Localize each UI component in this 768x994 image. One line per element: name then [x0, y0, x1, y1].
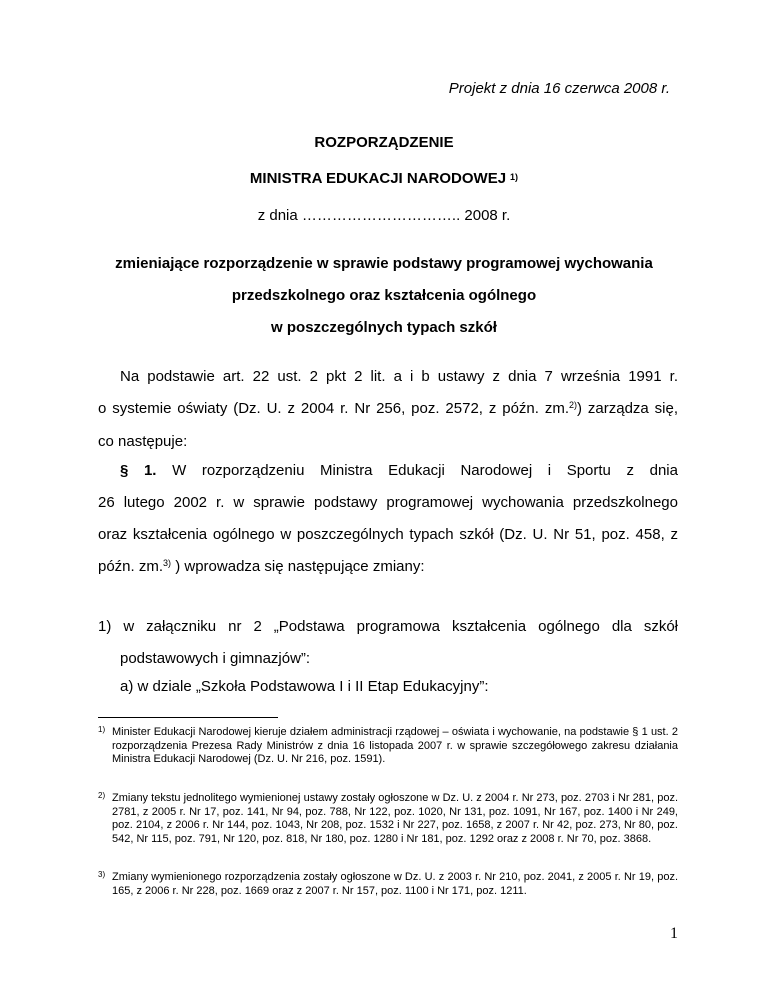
preamble-line-2-text: o systemie oświaty (Dz. U. z 2004 r. Nr 256, poz. 2572, z późn. zm.	[98, 400, 569, 417]
list-item-1-line-1: 1) w załączniku nr 2 „Podstawa programowa kształcenia ogólnego dla szkół	[98, 618, 678, 635]
issuing-authority-text: MINISTRA EDUKACJI NARODOWEJ	[249, 170, 507, 187]
document-type-heading: ROZPORZĄDZENIE	[314, 134, 454, 151]
preamble-line-2	[98, 393, 678, 426]
footnote-2	[98, 792, 678, 846]
list-item-1-line-2: podstawowych i gimnazjów”:	[120, 650, 311, 667]
footnote-1	[98, 726, 678, 767]
preamble-line-1: Na podstawie art. 22 ust. 2 pkt 2 lit. a i b ustawy z dnia 7 września 1991 r.	[120, 368, 678, 385]
subject-line-3: w poszczególnych typach szkół	[271, 319, 497, 336]
footnote-separator	[98, 717, 278, 718]
footnote-1-number: 1)	[98, 725, 106, 734]
preamble	[98, 361, 678, 458]
footnote-ref-1: 1)	[510, 172, 519, 182]
subject-line-2: przedszkolnego oraz kształcenia ogólnego	[231, 287, 537, 304]
issuing-authority-heading	[0, 170, 768, 187]
footnote-1-text: Minister Edukacji Narodowej kieruje działem administracji rządowej – oświata i wychowanie, na podstawie § 1 ust. 2 rozporządzenia Prezesa Rady Ministrów z dnia 16 listopada 2007 r. w sprawie szczegółowego zakresu działania Ministra Edukacji Narodowej (Dz. U. Nr 216, poz. 1591).	[112, 726, 678, 765]
footnote-ref-3: 3)	[163, 558, 172, 568]
paragraph-1-label: § 1.	[120, 462, 157, 479]
footnote-2-number: 2)	[98, 791, 106, 800]
list-item-1a: a) w dziale „Szkoła Podstawowa I i II Etap Edukacyjny”:	[120, 678, 489, 695]
footnote-ref-2: 2)	[568, 400, 577, 410]
paragraph-1	[98, 455, 678, 584]
footnote-3-text: Zmiany wymienionego rozporządzenia zostały ogłoszone w Dz. U. z 2003 r. Nr 210, poz. 2041, z 2005 r. Nr 19, poz. 165, z 2006 r. Nr 228, poz. 1669 oraz z 2007 r. Nr 157, poz. 1100 i Nr 171, poz. 1211.	[112, 871, 678, 897]
paragraph-1-line-4	[98, 551, 678, 584]
paragraph-1-line-4-end: ) wprowadza się następujące zmiany:	[171, 558, 425, 575]
footnote-3-number: 3)	[98, 870, 106, 879]
preamble-line-2-end: ) zarządza się,	[577, 400, 678, 417]
preamble-line-3: co następuje:	[98, 433, 188, 450]
page-number: 1	[670, 925, 678, 942]
footnote-2-text: Zmiany tekstu jednolitego wymienionej ustawy zostały ogłoszone w Dz. U. z 2004 r. Nr 273, poz. 2703 i Nr 281, poz. 2781, z 2005 r. Nr 17, poz. 141, Nr 94, poz. 788, Nr 122, poz. 1020, Nr 131, poz. 1091, Nr 167, poz. 1400 i Nr 249, poz. 2104, z 2006 r. Nr 144, poz. 1043, Nr 208, poz. 1532 i Nr 227, poz. 1658, z 2007 r. Nr 42, poz. 273, Nr 80, poz. 542, Nr 115, poz. 791, Nr 120, poz. 818, Nr 180, poz. 1280 i Nr 181, poz. 1292 oraz z 2008 r. Nr 70, poz. 3868.	[112, 792, 678, 845]
project-date: Projekt z dnia 16 czerwca 2008 r.	[448, 80, 670, 97]
paragraph-1-line-1	[98, 455, 678, 487]
footnote-3	[98, 871, 678, 898]
paragraph-1-line-2: 26 lutego 2002 r. w sprawie podstawy programowej wychowania przedszkolnego	[98, 494, 678, 511]
subject-line-1: zmieniające rozporządzenie w sprawie podstawy programowej wychowania	[115, 255, 653, 272]
document-date-line: z dnia ………………………….. 2008 r.	[257, 207, 511, 224]
list-item-1	[98, 611, 678, 675]
paragraph-1-line-4-text: późn. zm.	[98, 558, 164, 575]
paragraph-1-line-1-text: W rozporządzeniu Ministra Edukacji Narodowej i Sportu z dnia	[156, 462, 678, 479]
paragraph-1-line-3: oraz kształcenia ogólnego w poszczególnych typach szkół (Dz. U. Nr 51, poz. 458, z	[98, 526, 678, 543]
